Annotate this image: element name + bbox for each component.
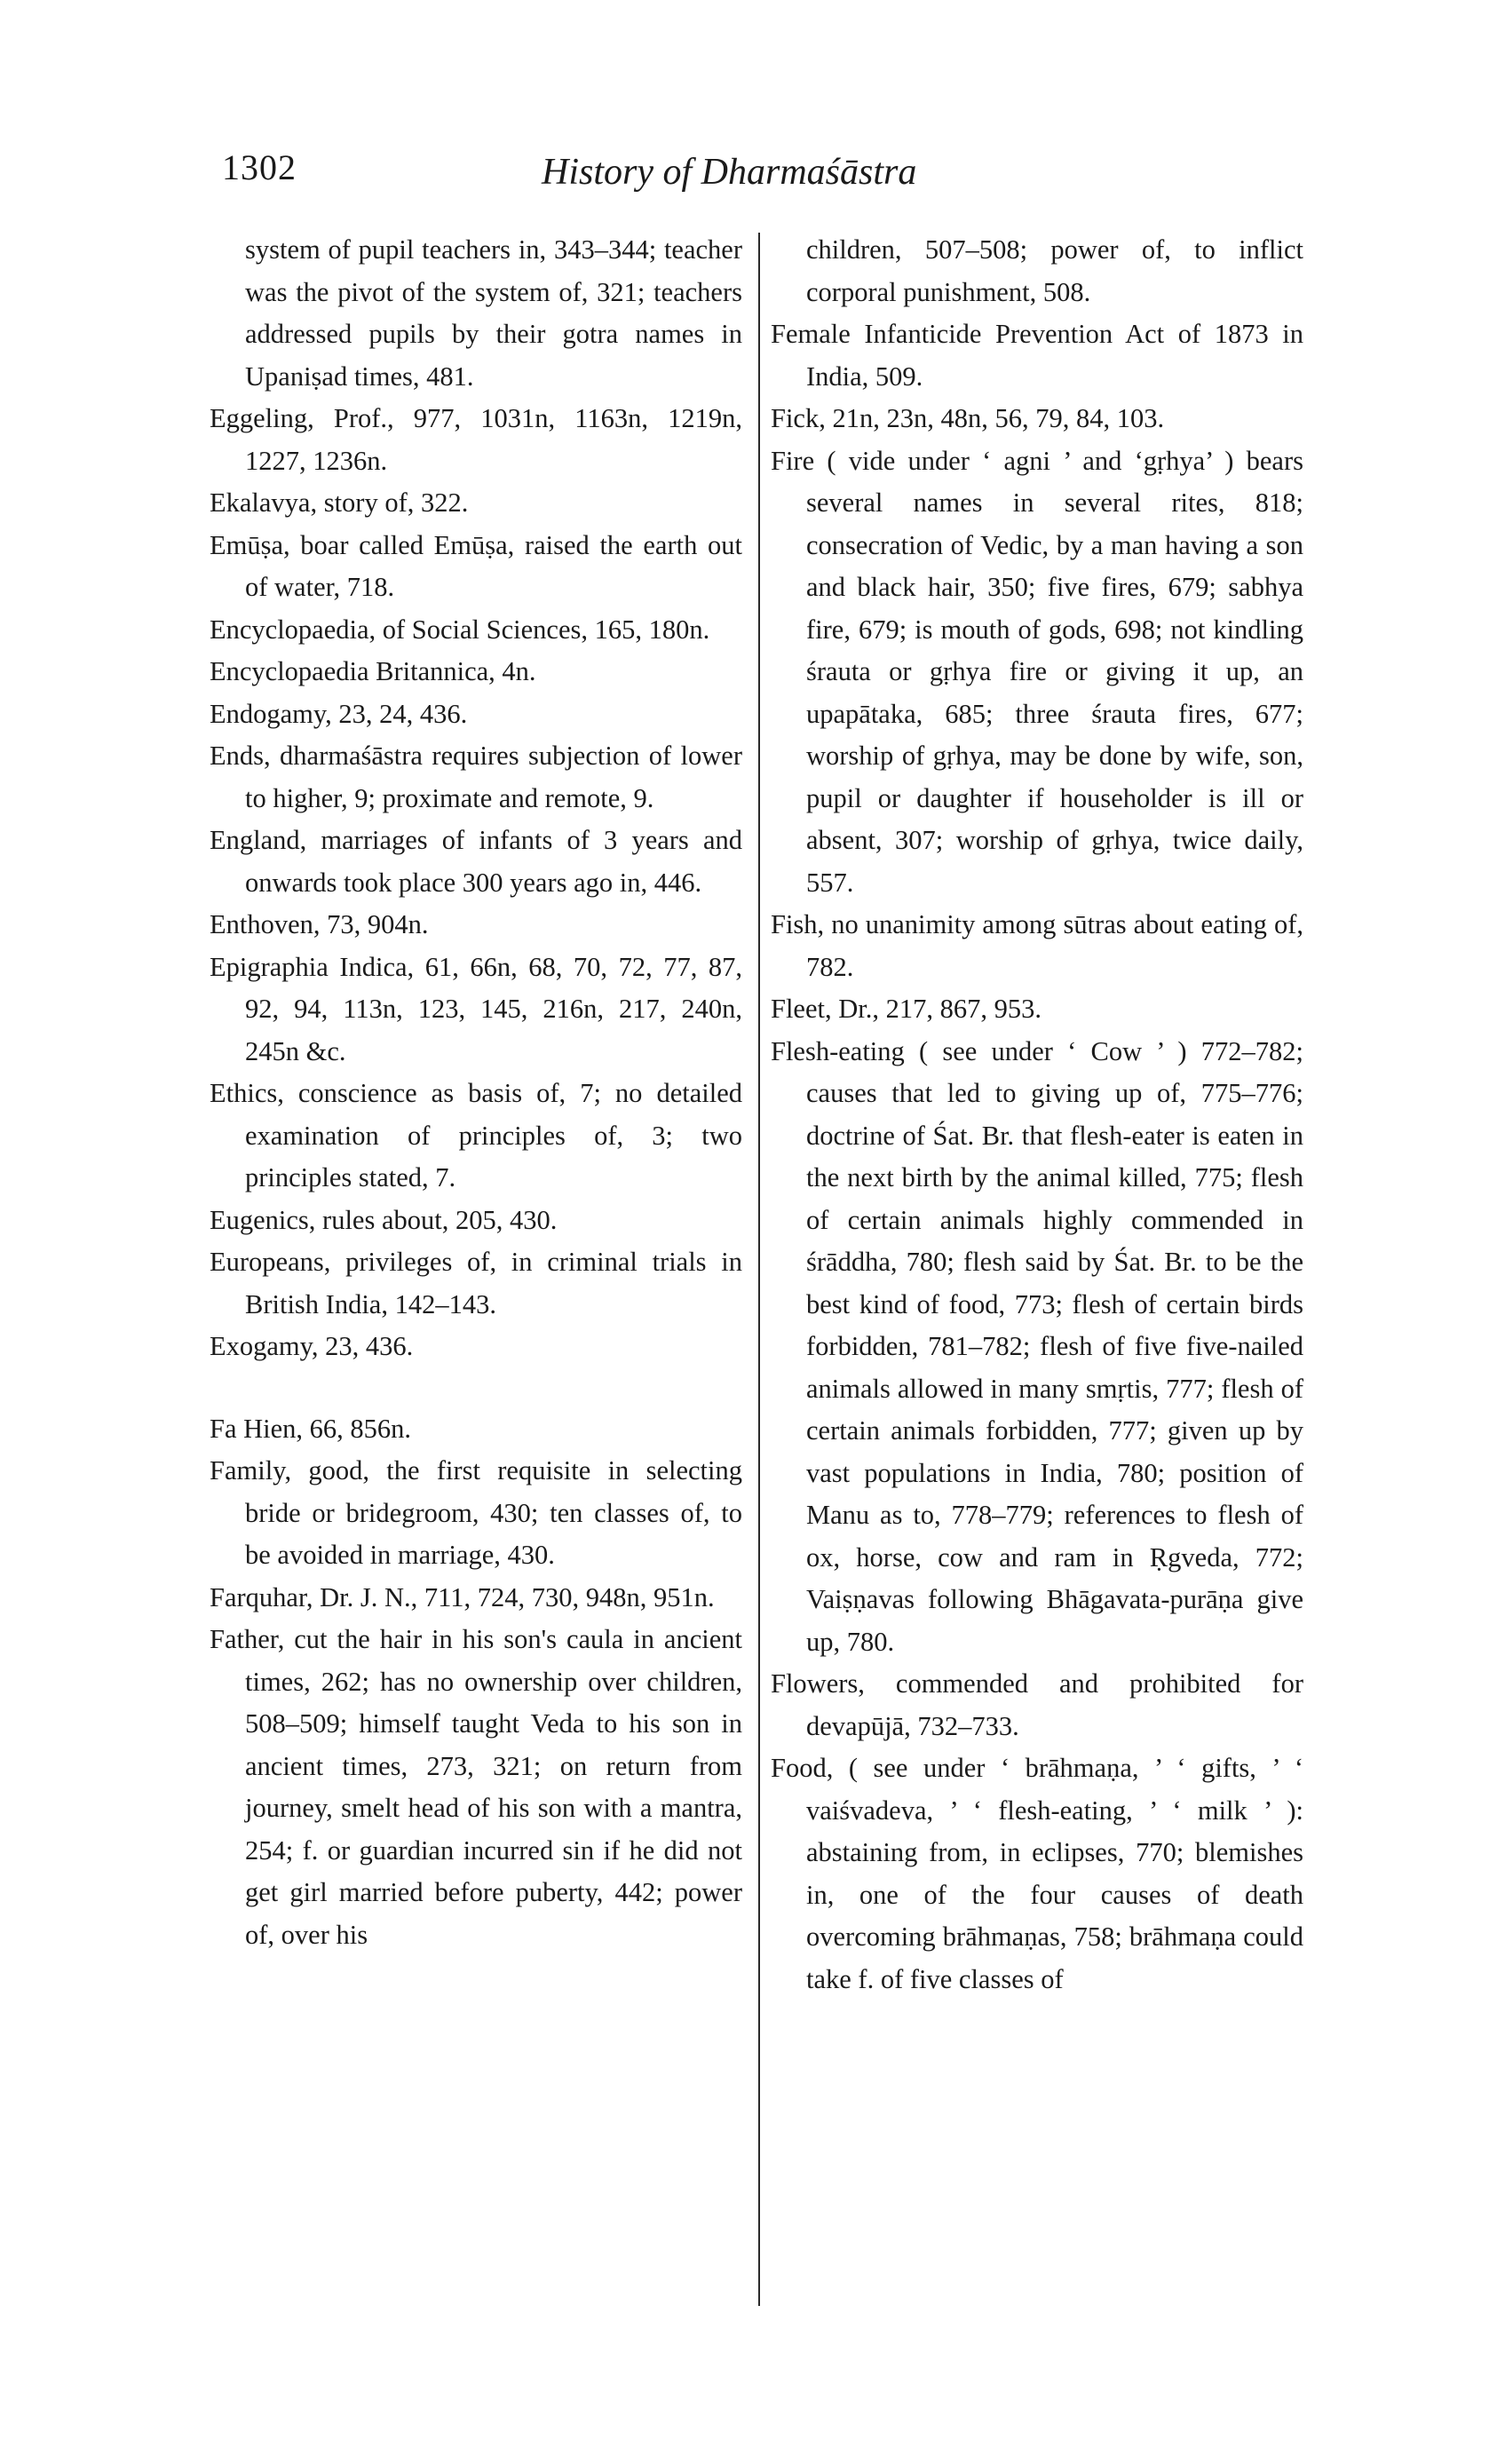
index-entry: Europeans, privileges of, in criminal trials in British India, 142–143. bbox=[210, 1247, 742, 1319]
index-column-right bbox=[771, 229, 1303, 2001]
section-gap bbox=[210, 1368, 742, 1408]
index-entry: Epigraphia Indica, 61, 66n, 68, 70, 72, 77, 87, 92, 94, 113n, 123, 145, 216n, 217, 240n, 245n &c. bbox=[210, 951, 742, 1066]
index-entry: Eggeling, Prof., 977, 1031n, 1163n, 1219n, 1227, 1236n. bbox=[210, 403, 742, 476]
index-entry: Ekalavya, story of, 322. bbox=[210, 487, 469, 518]
index-entry: Fick, 21n, 23n, 48n, 56, 79, 84, 103. bbox=[771, 403, 1165, 433]
index-entry: Endogamy, 23, 24, 436. bbox=[210, 698, 468, 729]
index-entry: system of pupil teachers in, 343–344; teacher was the pivot of the system of, 321; teachers addressed pupils by their gotra names in Upaniṣad times, 481. bbox=[245, 234, 742, 392]
index-entry: England, marriages of infants of 3 years and onwards took place 300 years ago in, 446. bbox=[210, 825, 742, 898]
index-entry: Emūṣa, boar called Emūṣa, raised the earth out of water, 718. bbox=[210, 529, 742, 602]
index-entry: Farquhar, Dr. J. N., 711, 724, 730, 948n, 951n. bbox=[210, 1581, 715, 1612]
index-entry: Enthoven, 73, 904n. bbox=[210, 909, 429, 939]
index-entry: children, 507–508; power of, to inflict corporal punishment, 508. bbox=[806, 234, 1303, 307]
index-entry: Fleet, Dr., 217, 867, 953. bbox=[771, 994, 1042, 1024]
index-entry: Encyclopaedia, of Social Sciences, 165, 180n. bbox=[210, 614, 710, 645]
index-entry: Encyclopaedia Britannica, 4n. bbox=[210, 656, 536, 686]
index-entry: Fa Hien, 66, 856n. bbox=[210, 1413, 412, 1444]
running-title: History of Dharmaśāstra bbox=[542, 152, 917, 193]
index-entry: Exogamy, 23, 436. bbox=[210, 1331, 414, 1361]
column-divider bbox=[758, 233, 760, 2306]
index-entry: Ethics, conscience as basis of, 7; no detailed examination of principles of, 3; two principles stated, 7. bbox=[210, 1078, 742, 1192]
index-entry: Female Infanticide Prevention Act of 1873 in India, 509. bbox=[771, 319, 1303, 392]
index-entry: Eugenics, rules about, 205, 430. bbox=[210, 1204, 558, 1235]
index-entry: Fish, no unanimity among sūtras about eating of, 782. bbox=[771, 909, 1303, 982]
index-entry: Family, good, the first requisite in selecting bride or bridegroom, 430; ten classes of, to be avoided in marriage, 430. bbox=[210, 1455, 742, 1570]
index-entry: Fire ( vide under ‘ agni ’ and ‘gṛhya’ ) bears several names in several rites, 818; consecration of Vedic, by a man having a son and black hair, 350; five fires, 679; sabhya fire, 679; is mouth of gods, 698; not kindling śrauta or gṛhya fire or giving it up, an upapātaka, 685; three śrauta fires, 677; worship of gṛhya, may be done by wife, son, pupil or daughter if householder is ill or absent, 307; worship of gṛhya, twice daily, 557. bbox=[771, 445, 1303, 898]
index-column-left bbox=[210, 229, 742, 1956]
index-entry: Father, cut the hair in his son's caula in ancient times, 262; has no ownership over children, 508–509; himself taught Veda to his son in ancient times, 273, 321; on return from journey, smelt head of his son with a mantra, 254; f. or guardian incurred sin if he did not get girl married before puberty, 442; power of, over his bbox=[210, 1624, 742, 1950]
index-entry: Ends, dharmaśāstra requires subjection of lower to higher, 9; proximate and remote, 9. bbox=[210, 741, 742, 813]
index-entry: Flowers, commended and prohibited for devapūjā, 732–733. bbox=[771, 1668, 1303, 1741]
page-number: 1302 bbox=[222, 147, 297, 187]
index-entry: Flesh-eating ( see under ‘ Cow ’ ) 772–782; causes that led to giving up of, 775–776; doctrine of Śat. Br. that flesh-eater is eaten in the next birth by the animal killed, 775; flesh of certain animals highly commended in śrāddha, 780; flesh said by Śat. Br. to be the best kind of food, 773; flesh of certain birds forbidden, 781–782; flesh of five five-nailed animals allowed in many smṛtis, 777; flesh of certain animals forbidden, 777; given up by vast populations in India, 780; position of Manu as to, 778–779; references to flesh of ox, horse, cow and ram in Ṛgveda, 772; Vaiṣṇavas following Bhāgavata-purāṇa give up, 780. bbox=[771, 1035, 1303, 1657]
index-entry: Food, ( see under ‘ brāhmaṇa, ’ ‘ gifts, ’ ‘ vaiśvadeva, ’ ‘ flesh-eating, ’ ‘ milk ’ ): abstaining from, in eclipses, 770; blemishes in, one of the four causes of death overcoming brāhmaṇas, 758; brāhmaṇa could take f. of five classes of bbox=[771, 1753, 1303, 1994]
